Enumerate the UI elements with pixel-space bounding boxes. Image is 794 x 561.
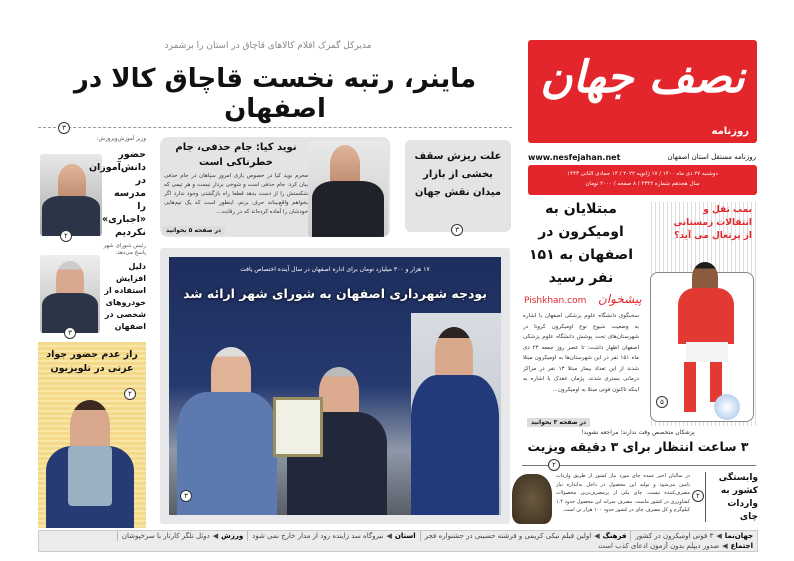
tagline: روزنامه مستقل استان اصفهان: [667, 153, 756, 161]
left-item-ezzati[interactable]: [38, 342, 146, 528]
read-more[interactable]: در صفحه ۵ بخوانید: [162, 226, 225, 235]
date-bar: [528, 165, 757, 195]
kicker: وزیر آموزش‌وپرورش:: [96, 136, 146, 142]
headline: علت ریزش سقف بخشی از بازار میدان نقش جهان: [414, 151, 502, 198]
bar-item[interactable]: ورزش ◀ دوئل تلگر کارتار با سرخپوشان: [117, 531, 247, 541]
budget-photo-story[interactable]: [160, 248, 510, 524]
left-item-minister[interactable]: [38, 134, 146, 238]
page-ref: ۲: [124, 388, 136, 400]
logo-text: نصف جهان: [540, 52, 745, 103]
omicron-headline[interactable]: مبتلایان به اومیکرون در اصفهان به ۱۵۱ نفر رسید: [529, 201, 633, 286]
date-line: دوشنبه ۲۷ دی ماه ۱۴۰۰ / ۱۷ ژانویه ۲۰۲۲ / ۱۴ جمادی الثانی ۱۴۴۳: [567, 171, 718, 177]
headline: راز عدم حضور جواد عزتی در تلویزیون: [46, 349, 138, 374]
kicker: ۱۷ هزار و ۳۰۰ میلیارد تومان برای اداره اصفهان در سال آینده اختصاص یافت: [240, 266, 430, 273]
page-ref: ۳: [180, 490, 192, 502]
left-item-council[interactable]: [38, 243, 146, 337]
arrow-icon: ◀: [386, 532, 392, 540]
issue-line: سال هجدهم شماره ۴۳۴۲ / ۸ صفحه / ۲۰۰۰ تومان: [585, 181, 700, 187]
divider: [38, 127, 512, 128]
council-photo: [40, 255, 100, 333]
omicron-body: سخنگوی دانشگاه علوم پزشکی اصفهان با اشاره به وضعیت شیوع نوع اومیکرون کرونا در شهرستان‌های تحت پوشش دانشگاه علوم پزشکی اصفهان اظهار داشت: تا عصر روز جمعه ۲۴ دی ماه ۱۵۱ نفر در این شهرستان‌ها به اومیکرون مبتلا شدند از این تعداد بیمار مبتلا ۱۳ نفر در مراکز درمانی بستری شدند. پژمان عقدک با اشاره به اینکه تاکنون فوتی مبتلا به اومیکرون...: [523, 313, 639, 393]
divider: [705, 472, 706, 522]
headline: دلیل افزایش استفاده از خودروهای شخصی در اصفهان: [104, 262, 146, 331]
navid-photo: [308, 141, 388, 237]
read-more[interactable]: در صفحه ۳ بخوانید: [527, 418, 590, 427]
section-label: فرهنگ: [602, 532, 627, 540]
bottom-news-bar: [38, 530, 758, 552]
arrow-icon: ◀: [716, 532, 722, 540]
ezzati-photo: [70, 400, 110, 450]
headline: بودجه شهرداری اصفهان به شورای شهر ارائه شد: [183, 286, 487, 301]
watermark: Pishkhan.com: [524, 296, 587, 306]
page-ref: ۲: [548, 459, 560, 471]
headline: حضور دانش‌آموزان در مدرسه را «اجباری» نکردیم: [88, 149, 146, 238]
bar-item[interactable]: اجتماع ◀ صدور دیپلم بدون آزمون ادعای کذب است: [598, 542, 753, 550]
bar-item[interactable]: استان ◀ نیروگاه سد زاینده رود از مدار خارج نمی شود: [247, 531, 419, 541]
website[interactable]: www.nesfejahan.net: [528, 153, 621, 162]
transfer-story[interactable]: [648, 202, 756, 426]
tea-body: در سالیان اخیر عمده چای مورد نیاز کشور از طریق واردات تامین می‌شود و تولید این محصول در داخل به‌اندازه نیاز مصرف‌کننده نیست. چای یکی از پرمصرف‌ترین محصولات کشاورزی در کشور ماست. مصرف سرانه این محصول حدود ۱.۴ کیلوگرم و کل مصرف چای در کشور حدود ۱۰۰ هزار تن است.: [556, 473, 690, 513]
lead-headline[interactable]: ماینر، رتبه نخست قاچاق کالا در اصفهان: [73, 64, 477, 124]
bazaar-box[interactable]: [405, 140, 511, 232]
tea-photo: [512, 474, 552, 524]
page-ref: ۲: [60, 230, 72, 242]
body: محرم نوید کیا در خصوص بازی امروز سپاهان در جام حذفی بیان کرد: جام حذفی است و شوخی بردار نیست و هر تیمی که شکستش را از دست بدهد قطعا راه بازگشتی وجود ندارد اگر بخواهم واقع‌بینانه حرف بزنم، اینطور است که یک تیم‌هایی خودشان را آماده کرده‌اند که در رقابت...: [164, 173, 308, 215]
page-ref: ۳: [64, 327, 76, 339]
section-label: اجتماع: [730, 542, 753, 550]
masthead-logo[interactable]: [528, 40, 757, 143]
section-label: استان: [394, 532, 416, 540]
lead-kicker: مدیرکل گمرک اقلام کالاهای قاچاق در استان را برشمرد: [164, 41, 372, 51]
kicker: رئیس شورای شهر پاسخ می‌دهد:: [103, 243, 146, 256]
arrow-icon: ◀: [594, 532, 600, 540]
bar-item[interactable]: فرهنگ ◀ اولین فیلم نیکی کریمی و فرشته حسینی در جشنواره فجر: [420, 531, 631, 541]
arrow-icon: ◀: [212, 532, 219, 540]
navid-kia-box[interactable]: [160, 137, 390, 237]
page-ref: ۳: [58, 122, 70, 134]
watermark-fa: پیشخوان: [598, 292, 642, 306]
arrow-icon: ◀: [722, 542, 728, 550]
headline: نوید کیا: جام حذفی، جام خطرناکی است: [175, 142, 297, 168]
page-ref: ۲: [692, 490, 704, 502]
visit-kicker: پزشکان متخصص وقت ندارند؛ مراجعه نشوید!: [581, 429, 695, 436]
section-label: ورزش: [221, 532, 244, 540]
visit-headline[interactable]: ۳ ساعت انتظار برای ۳ دقیقه ویزیت: [527, 439, 749, 454]
tea-headline[interactable]: وابستگی کشور به واردات چای: [718, 473, 758, 522]
headline: بمب نقل و انتقالات زمستانی از پرتغال می آید؟: [673, 205, 752, 241]
bar-item[interactable]: جهان‌نما ◀ ۳ فوتی اومیکرون در کشور: [630, 531, 757, 541]
page-ref: ۳: [451, 224, 463, 236]
page-ref: ۵: [656, 396, 668, 408]
logo-prefix: روزنامه: [711, 126, 749, 137]
section-label: جهان‌نما: [724, 532, 753, 540]
